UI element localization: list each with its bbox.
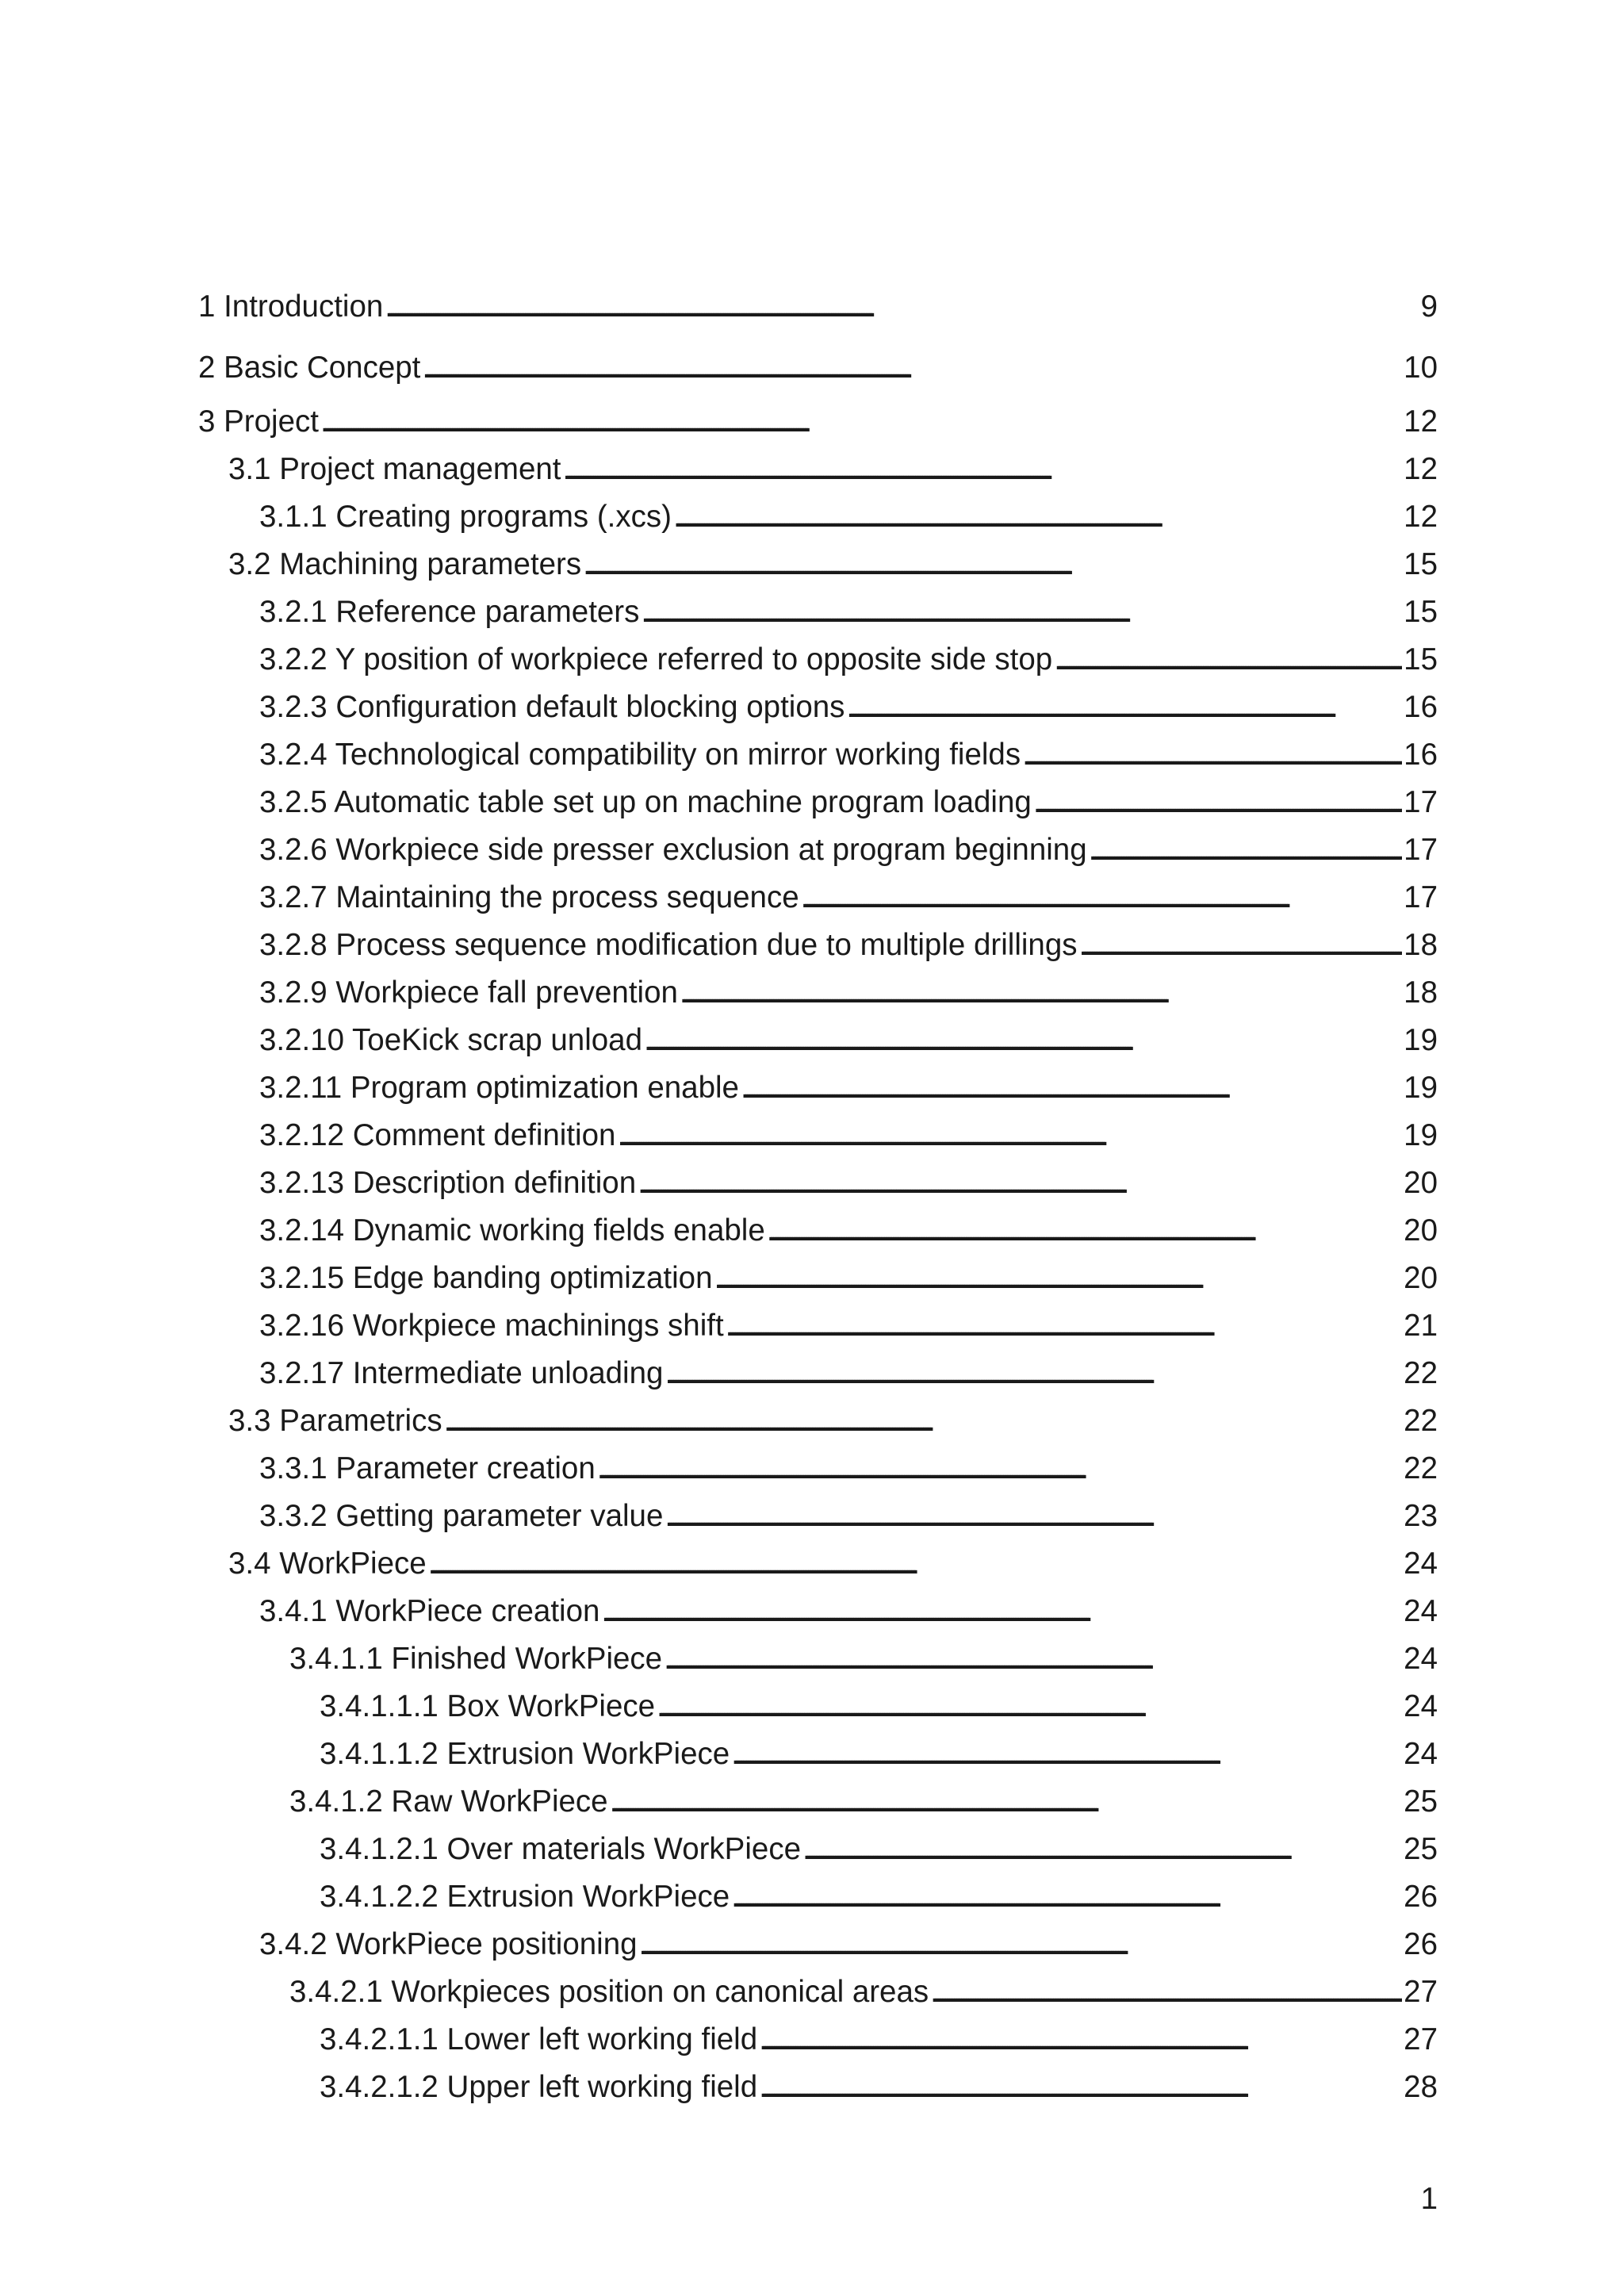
dot-leader bbox=[1054, 636, 1402, 684]
toc-entry[interactable] bbox=[198, 1683, 1438, 1731]
dot-leader bbox=[1033, 779, 1402, 826]
dot-leader bbox=[583, 541, 1402, 588]
toc-entry-page: 17 bbox=[1404, 880, 1438, 914]
toc-entry-page: 24 bbox=[1404, 1547, 1438, 1581]
dot-leader bbox=[673, 493, 1402, 541]
toc-entry[interactable] bbox=[198, 1968, 1438, 2016]
toc-entry-title: 3.4.2.1.2 Upper left working field bbox=[320, 2070, 758, 2104]
page-number: 1 bbox=[1420, 2182, 1438, 2216]
toc-entry-page: 12 bbox=[1404, 452, 1438, 486]
toc-entry[interactable] bbox=[198, 1445, 1438, 1493]
toc-entry-page: 27 bbox=[1404, 1975, 1438, 2009]
toc-entry-title: 3.4.1.1 Finished WorkPiece bbox=[289, 1642, 663, 1676]
toc-entry-title: 3.2.15 Edge banding optimization bbox=[259, 1261, 713, 1295]
dot-leader bbox=[601, 1588, 1402, 1635]
toc-entry[interactable] bbox=[198, 1350, 1438, 1397]
toc-entry[interactable] bbox=[198, 779, 1438, 826]
dot-leader bbox=[665, 1350, 1402, 1397]
toc-entry-title: 3.2.1 Reference parameters bbox=[259, 595, 640, 629]
toc-entry-page: 24 bbox=[1404, 1689, 1438, 1723]
dot-leader bbox=[664, 1635, 1402, 1683]
toc-entry-page: 19 bbox=[1404, 1071, 1438, 1105]
dot-leader bbox=[726, 1302, 1403, 1350]
toc-entry[interactable] bbox=[198, 1017, 1438, 1064]
dot-leader bbox=[665, 1493, 1402, 1540]
toc-entry-title: 1 Introduction bbox=[198, 289, 384, 324]
toc-entry-title: 3.2.3 Configuration default blocking options bbox=[259, 690, 845, 724]
toc-entry-page: 27 bbox=[1404, 2022, 1438, 2056]
toc-entry-page: 16 bbox=[1404, 690, 1438, 724]
dot-leader bbox=[930, 1968, 1402, 2016]
toc-entry[interactable] bbox=[198, 337, 1438, 398]
toc-entry-page: 20 bbox=[1404, 1261, 1438, 1295]
toc-entry-title: 3.2.10 ToeKick scrap unload bbox=[259, 1023, 642, 1057]
toc-entry[interactable] bbox=[198, 922, 1438, 969]
toc-entry-title: 3.3.2 Getting parameter value bbox=[259, 1499, 664, 1533]
toc-entry[interactable] bbox=[198, 874, 1438, 922]
toc-entry[interactable] bbox=[198, 1731, 1438, 1778]
toc-entry-title: 3.2.4 Technological compatibility on mirror working fields bbox=[259, 738, 1021, 772]
toc-entry[interactable] bbox=[198, 684, 1438, 731]
dot-leader bbox=[1089, 826, 1403, 874]
toc-entry-title: 3.2.11 Program optimization enable bbox=[259, 1071, 739, 1105]
toc-entry-title: 3.4.1.2 Raw WorkPiece bbox=[289, 1784, 608, 1819]
toc-entry[interactable] bbox=[198, 1921, 1438, 1968]
toc-entry[interactable] bbox=[198, 1207, 1438, 1255]
toc-entry[interactable] bbox=[198, 446, 1438, 493]
toc-entry-page: 19 bbox=[1404, 1023, 1438, 1057]
dot-leader bbox=[617, 1112, 1402, 1159]
toc-entry-page: 20 bbox=[1404, 1166, 1438, 1200]
dot-leader bbox=[657, 1683, 1402, 1731]
toc-entry[interactable] bbox=[198, 1112, 1438, 1159]
toc-entry[interactable] bbox=[198, 493, 1438, 541]
toc-entry-page: 24 bbox=[1404, 1642, 1438, 1676]
dot-leader bbox=[1022, 731, 1402, 779]
dot-leader bbox=[597, 1445, 1402, 1493]
toc-entry-title: 3.2.13 Description definition bbox=[259, 1166, 637, 1200]
toc-entry-title: 3.4.1 WorkPiece creation bbox=[259, 1594, 600, 1628]
dot-leader bbox=[731, 1731, 1402, 1778]
toc-entry-title: 3.4 WorkPiece bbox=[228, 1547, 427, 1581]
toc-entry[interactable] bbox=[198, 1778, 1438, 1826]
toc-entry[interactable] bbox=[198, 1064, 1438, 1112]
dot-leader bbox=[444, 1397, 1403, 1445]
dot-leader bbox=[428, 1540, 1403, 1588]
toc-entry[interactable] bbox=[198, 398, 1438, 446]
toc-entry[interactable] bbox=[198, 636, 1438, 684]
toc-entry-title: 3.4.2.1.1 Lower left working field bbox=[320, 2022, 758, 2056]
toc-entry-title: 3.2.5 Automatic table set up on machine program loading bbox=[259, 785, 1032, 819]
toc-entry-page: 10 bbox=[1404, 351, 1438, 385]
toc-entry[interactable] bbox=[198, 2016, 1438, 2064]
dot-leader bbox=[802, 1826, 1402, 1873]
toc-entry-page: 12 bbox=[1404, 500, 1438, 534]
toc-entry-title: 3.4.1.2.2 Extrusion WorkPiece bbox=[320, 1880, 730, 1914]
toc-entry-title: 2 Basic Concept bbox=[198, 351, 421, 385]
dot-leader bbox=[641, 588, 1402, 636]
toc-entry-title: 3.2 Machining parameters bbox=[228, 547, 582, 581]
toc-entry-title: 3.1.1 Creating programs (.xcs) bbox=[259, 500, 672, 534]
toc-entry[interactable] bbox=[198, 731, 1438, 779]
toc-entry-page: 23 bbox=[1404, 1499, 1438, 1533]
toc-entry[interactable] bbox=[198, 969, 1438, 1017]
dot-leader bbox=[644, 1017, 1402, 1064]
table-of-contents bbox=[198, 276, 1438, 2111]
dot-leader bbox=[320, 398, 1402, 446]
toc-entry[interactable] bbox=[198, 1826, 1438, 1873]
toc-entry-page: 20 bbox=[1404, 1213, 1438, 1248]
toc-entry-title: 3.2.17 Intermediate unloading bbox=[259, 1356, 664, 1390]
dot-leader bbox=[562, 446, 1402, 493]
toc-entry-title: 3.2.8 Process sequence modification due to multiple drillings bbox=[259, 928, 1078, 962]
toc-entry-page: 22 bbox=[1404, 1451, 1438, 1485]
dot-leader bbox=[610, 1778, 1403, 1826]
toc-entry[interactable] bbox=[198, 541, 1438, 588]
toc-entry-page: 18 bbox=[1404, 976, 1438, 1010]
toc-entry-title: 3.4.2.1 Workpieces position on canonical areas bbox=[289, 1975, 929, 2009]
toc-entry[interactable] bbox=[198, 826, 1438, 874]
toc-entry[interactable] bbox=[198, 588, 1438, 636]
toc-entry[interactable] bbox=[198, 1302, 1438, 1350]
toc-entry-title: 3.4.1.1.1 Box WorkPiece bbox=[320, 1689, 656, 1723]
toc-entry[interactable] bbox=[198, 1635, 1438, 1683]
toc-entry-title: 3.4.1.1.2 Extrusion WorkPiece bbox=[320, 1737, 730, 1771]
toc-entry-title: 3 Project bbox=[198, 404, 319, 439]
dot-leader bbox=[680, 969, 1402, 1017]
toc-entry-page: 25 bbox=[1404, 1832, 1438, 1866]
dot-leader bbox=[714, 1255, 1403, 1302]
toc-entry-page: 26 bbox=[1404, 1927, 1438, 1961]
toc-entry-title: 3.3.1 Parameter creation bbox=[259, 1451, 596, 1485]
toc-entry-page: 22 bbox=[1404, 1404, 1438, 1438]
toc-entry[interactable] bbox=[198, 276, 1438, 337]
toc-entry[interactable] bbox=[198, 1873, 1438, 1921]
toc-entry-page: 17 bbox=[1404, 833, 1438, 867]
toc-entry-page: 21 bbox=[1404, 1309, 1438, 1343]
toc-entry-page: 19 bbox=[1404, 1118, 1438, 1152]
dot-leader bbox=[759, 2064, 1402, 2111]
toc-entry-page: 24 bbox=[1404, 1737, 1438, 1771]
toc-entry-page: 24 bbox=[1404, 1594, 1438, 1628]
toc-entry-page: 16 bbox=[1404, 738, 1438, 772]
toc-entry-title: 3.3 Parametrics bbox=[228, 1404, 442, 1438]
toc-entry-page: 26 bbox=[1404, 1880, 1438, 1914]
toc-entry-title: 3.2.7 Maintaining the process sequence bbox=[259, 880, 799, 914]
toc-entry-title: 3.1 Project management bbox=[228, 452, 561, 486]
dot-leader bbox=[759, 2016, 1402, 2064]
toc-entry[interactable] bbox=[198, 1159, 1438, 1207]
toc-entry[interactable] bbox=[198, 2064, 1438, 2111]
toc-entry-page: 17 bbox=[1404, 785, 1438, 819]
toc-entry-title: 3.4.1.2.1 Over materials WorkPiece bbox=[320, 1832, 801, 1866]
toc-entry-title: 3.2.12 Comment definition bbox=[259, 1118, 616, 1152]
toc-entry-page: 22 bbox=[1404, 1356, 1438, 1390]
toc-entry-page: 9 bbox=[1420, 289, 1438, 324]
toc-entry-page: 15 bbox=[1404, 547, 1438, 581]
toc-entry-page: 12 bbox=[1404, 404, 1438, 439]
toc-entry[interactable] bbox=[198, 1493, 1438, 1540]
dot-leader bbox=[639, 1921, 1403, 1968]
toc-entry-title: 3.2.9 Workpiece fall prevention bbox=[259, 976, 678, 1010]
toc-entry[interactable] bbox=[198, 1397, 1438, 1445]
dot-leader bbox=[767, 1207, 1402, 1255]
dot-leader bbox=[638, 1159, 1402, 1207]
dot-leader bbox=[1079, 922, 1403, 969]
dot-leader bbox=[801, 874, 1403, 922]
toc-entry[interactable] bbox=[198, 1255, 1438, 1302]
dot-leader bbox=[385, 276, 1419, 337]
toc-entry[interactable] bbox=[198, 1540, 1438, 1588]
toc-entry-page: 15 bbox=[1404, 642, 1438, 677]
toc-entry-page: 28 bbox=[1404, 2070, 1438, 2104]
toc-entry-title: 3.2.2 Y position of workpiece referred to opposite side stop bbox=[259, 642, 1053, 677]
dot-leader bbox=[846, 684, 1402, 731]
toc-entry[interactable] bbox=[198, 1588, 1438, 1635]
toc-entry-page: 25 bbox=[1404, 1784, 1438, 1819]
toc-entry-title: 3.4.2 WorkPiece positioning bbox=[259, 1927, 638, 1961]
toc-entry-title: 3.2.6 Workpiece side presser exclusion at program beginning bbox=[259, 833, 1087, 867]
dot-leader bbox=[741, 1064, 1402, 1112]
toc-entry-title: 3.2.14 Dynamic working fields enable bbox=[259, 1213, 765, 1248]
toc-entry-title: 3.2.16 Workpiece machinings shift bbox=[259, 1309, 724, 1343]
toc-entry-page: 15 bbox=[1404, 595, 1438, 629]
toc-entry-page: 18 bbox=[1404, 928, 1438, 962]
dot-leader bbox=[731, 1873, 1402, 1921]
dot-leader bbox=[422, 337, 1402, 398]
